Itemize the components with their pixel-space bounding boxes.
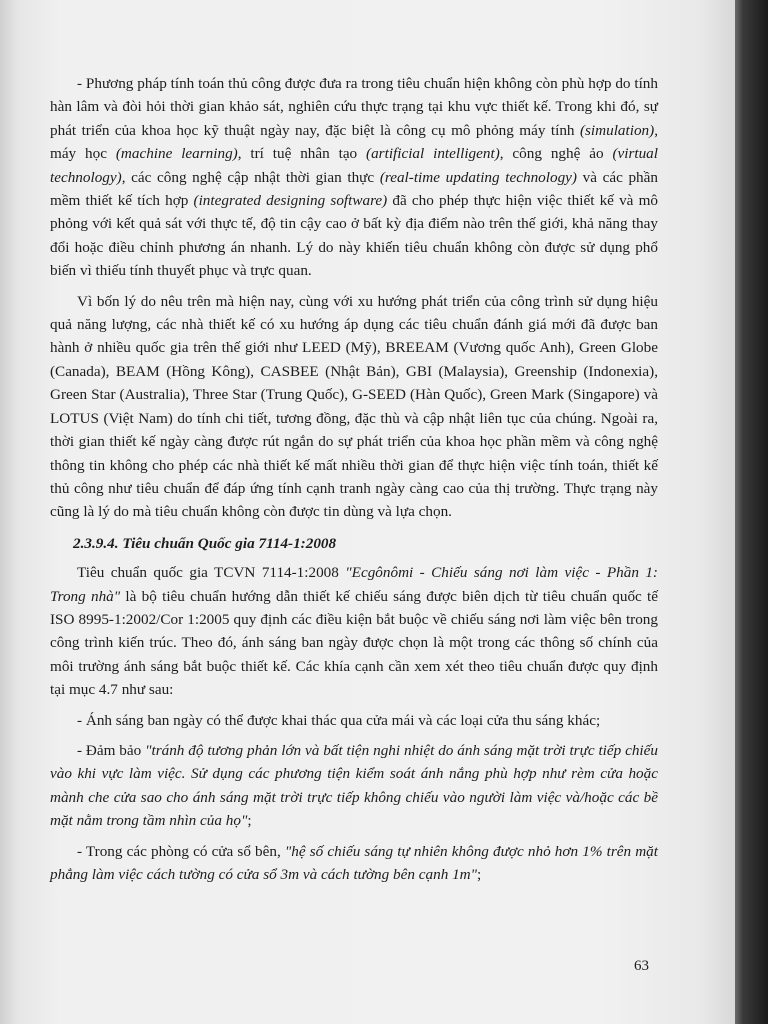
text-run: , các công nghệ cập nhật thời gian thực: [121, 168, 380, 186]
text-run: - Phương pháp tính toán thủ công được đưa ra trong tiêu chuẩn hiện không còn phù hợp do tính hàn lâm và đòi hỏi thời gian khảo sát, nghiên cứu thực trạng tại khu vực thiết kế. Trong khi đó, sự phát triển của khoa học kỹ thuật ngày nay, đặc biệt là công cụ mô phỏng máy tính: [50, 75, 658, 139]
text-run: Tiêu chuẩn quốc gia TCVN 7114-1:2008: [77, 564, 346, 582]
text-run: và các phần mềm thiết kế tích hợp: [50, 168, 658, 210]
italic-text: (machine learning): [115, 145, 238, 163]
text-run: - Trong các phòng có cửa sổ bên,: [77, 842, 285, 860]
page-number: 63: [634, 958, 649, 974]
italic-text: (integrated designing software): [193, 192, 388, 210]
text-run: ;: [247, 812, 252, 830]
text-run: Vì bốn lý do nêu trên mà hiện nay, cùng với xu hướng phát triển của công trình sử dụng hiệu quả năng lượng, các nhà thiết kế có xu hướng áp dụng các tiêu chuẩn đánh giá mới đã được ban hành ở nhiều quốc gia trên thế giới như LEED (Mỹ), BREEAM (Vương quốc Anh), Green Globe (Canada), BEAM (Hồng Kông), CASBEE (Nhật Bản), GBI (Malaysia), Greenship (Indonexia), Green Star (Australia), Three Star (Trung Quốc), G-SEED (Hàn Quốc), Green Mark (Singapore) và LOTUS (Việt Nam) do tính chi tiết, tương đồng, đặc thù và cập nhật liên tục của chúng. Ngoài ra, thời gian thiết kế ngày càng được rút ngắn do sự phát triển của khoa học phần mềm và công nghệ thông tin không cho phép các nhà thiết kế mất nhiều thời gian để thực hiện việc tính toán, thiết kế thủ công như tiêu chuẩn để đáp ứng tính cạnh tranh ngày càng cao của thị trường. Thực trạng này cũng là lý do mà tiêu chuẩn không còn được tin dùng và lựa chọn.: [50, 292, 658, 521]
paragraph: [50, 561, 658, 701]
paragraph: [50, 840, 658, 887]
paragraph: [50, 739, 658, 833]
italic-text: (real-time updating technology): [379, 168, 577, 186]
paragraph: [50, 709, 658, 732]
text-run: , công nghệ ảo: [499, 145, 613, 163]
text-run: là bộ tiêu chuẩn hướng dẫn thiết kế chiếu sáng được biên dịch từ tiêu chuẩn quốc tế ISO 8995-1:2002/Cor 1:2005 quy định các điều kiện bắt buộc về chiếu sáng nơi làm việc bên trong công trình kiến trúc. Theo đó, ánh sáng ban ngày được chọn là một trong các thông số chính của môi trường ánh sáng bắt buộc thiết kế. Các khía cạnh cần xem xét theo tiêu chuẩn được quy định tại mục 4.7 như sau:: [50, 587, 659, 699]
italic-text: (simulation): [579, 121, 655, 139]
text-run: đã cho phép thực hiện việc thiết kế và mô phỏng với kết quả sát với thực tế, độ tin cậy cao ở bất kỳ địa điểm nào trên thế giới, khả năng thay đổi hoặc điều chỉnh phương án nhanh. Lý do này khiến tiêu chuẩn không còn được sử dụng phổ biến vì thiếu tính thuyết phục và trực quan.: [50, 192, 658, 280]
italic-text: (artificial intelligent): [366, 145, 500, 163]
page-body-text: [50, 72, 658, 893]
text-run: , trí tuệ nhân tạo: [237, 145, 367, 163]
text-run: - Đảm bảo: [77, 741, 146, 759]
section-heading: [73, 532, 658, 555]
paragraph: [50, 290, 658, 524]
italic-text: "Ecgônômi - Chiếu sáng nơi làm việc - Phần 1: Trong nhà": [50, 564, 658, 605]
text-run: , máy học: [50, 121, 658, 163]
paragraph: [50, 72, 658, 283]
italic-text: "hệ số chiếu sáng tự nhiên không được nhỏ hơn 1% trên mặt phẳng làm việc cách tường có cửa sổ 3m và cách tường bên cạnh 1m": [50, 842, 658, 883]
text-run: ;: [477, 866, 482, 883]
italic-text: (virtual technology): [50, 145, 658, 186]
text-run: - Ánh sáng ban ngày có thể được khai thác qua cửa mái và các loại cửa thu sáng khác;: [77, 711, 601, 729]
italic-text: "tránh độ tương phản lớn và bất tiện nghi nhiệt do ánh sáng mặt trời trực tiếp chiếu vào khi vực làm việc. Sử dụng các phương tiện kiểm soát ánh nắng phù hợp như rèm cửa hoặc mành che cửa sao cho ánh sáng mặt trời trực tiếp không chiếu vào người làm việc và/hoặc các bề mặt nằm trong tầm nhìn của họ": [50, 741, 658, 830]
book-spine-edge: [735, 0, 768, 1024]
text-run: 2.3.9.4. Tiêu chuẩn Quốc gia 7114-1:2008: [73, 534, 337, 552]
